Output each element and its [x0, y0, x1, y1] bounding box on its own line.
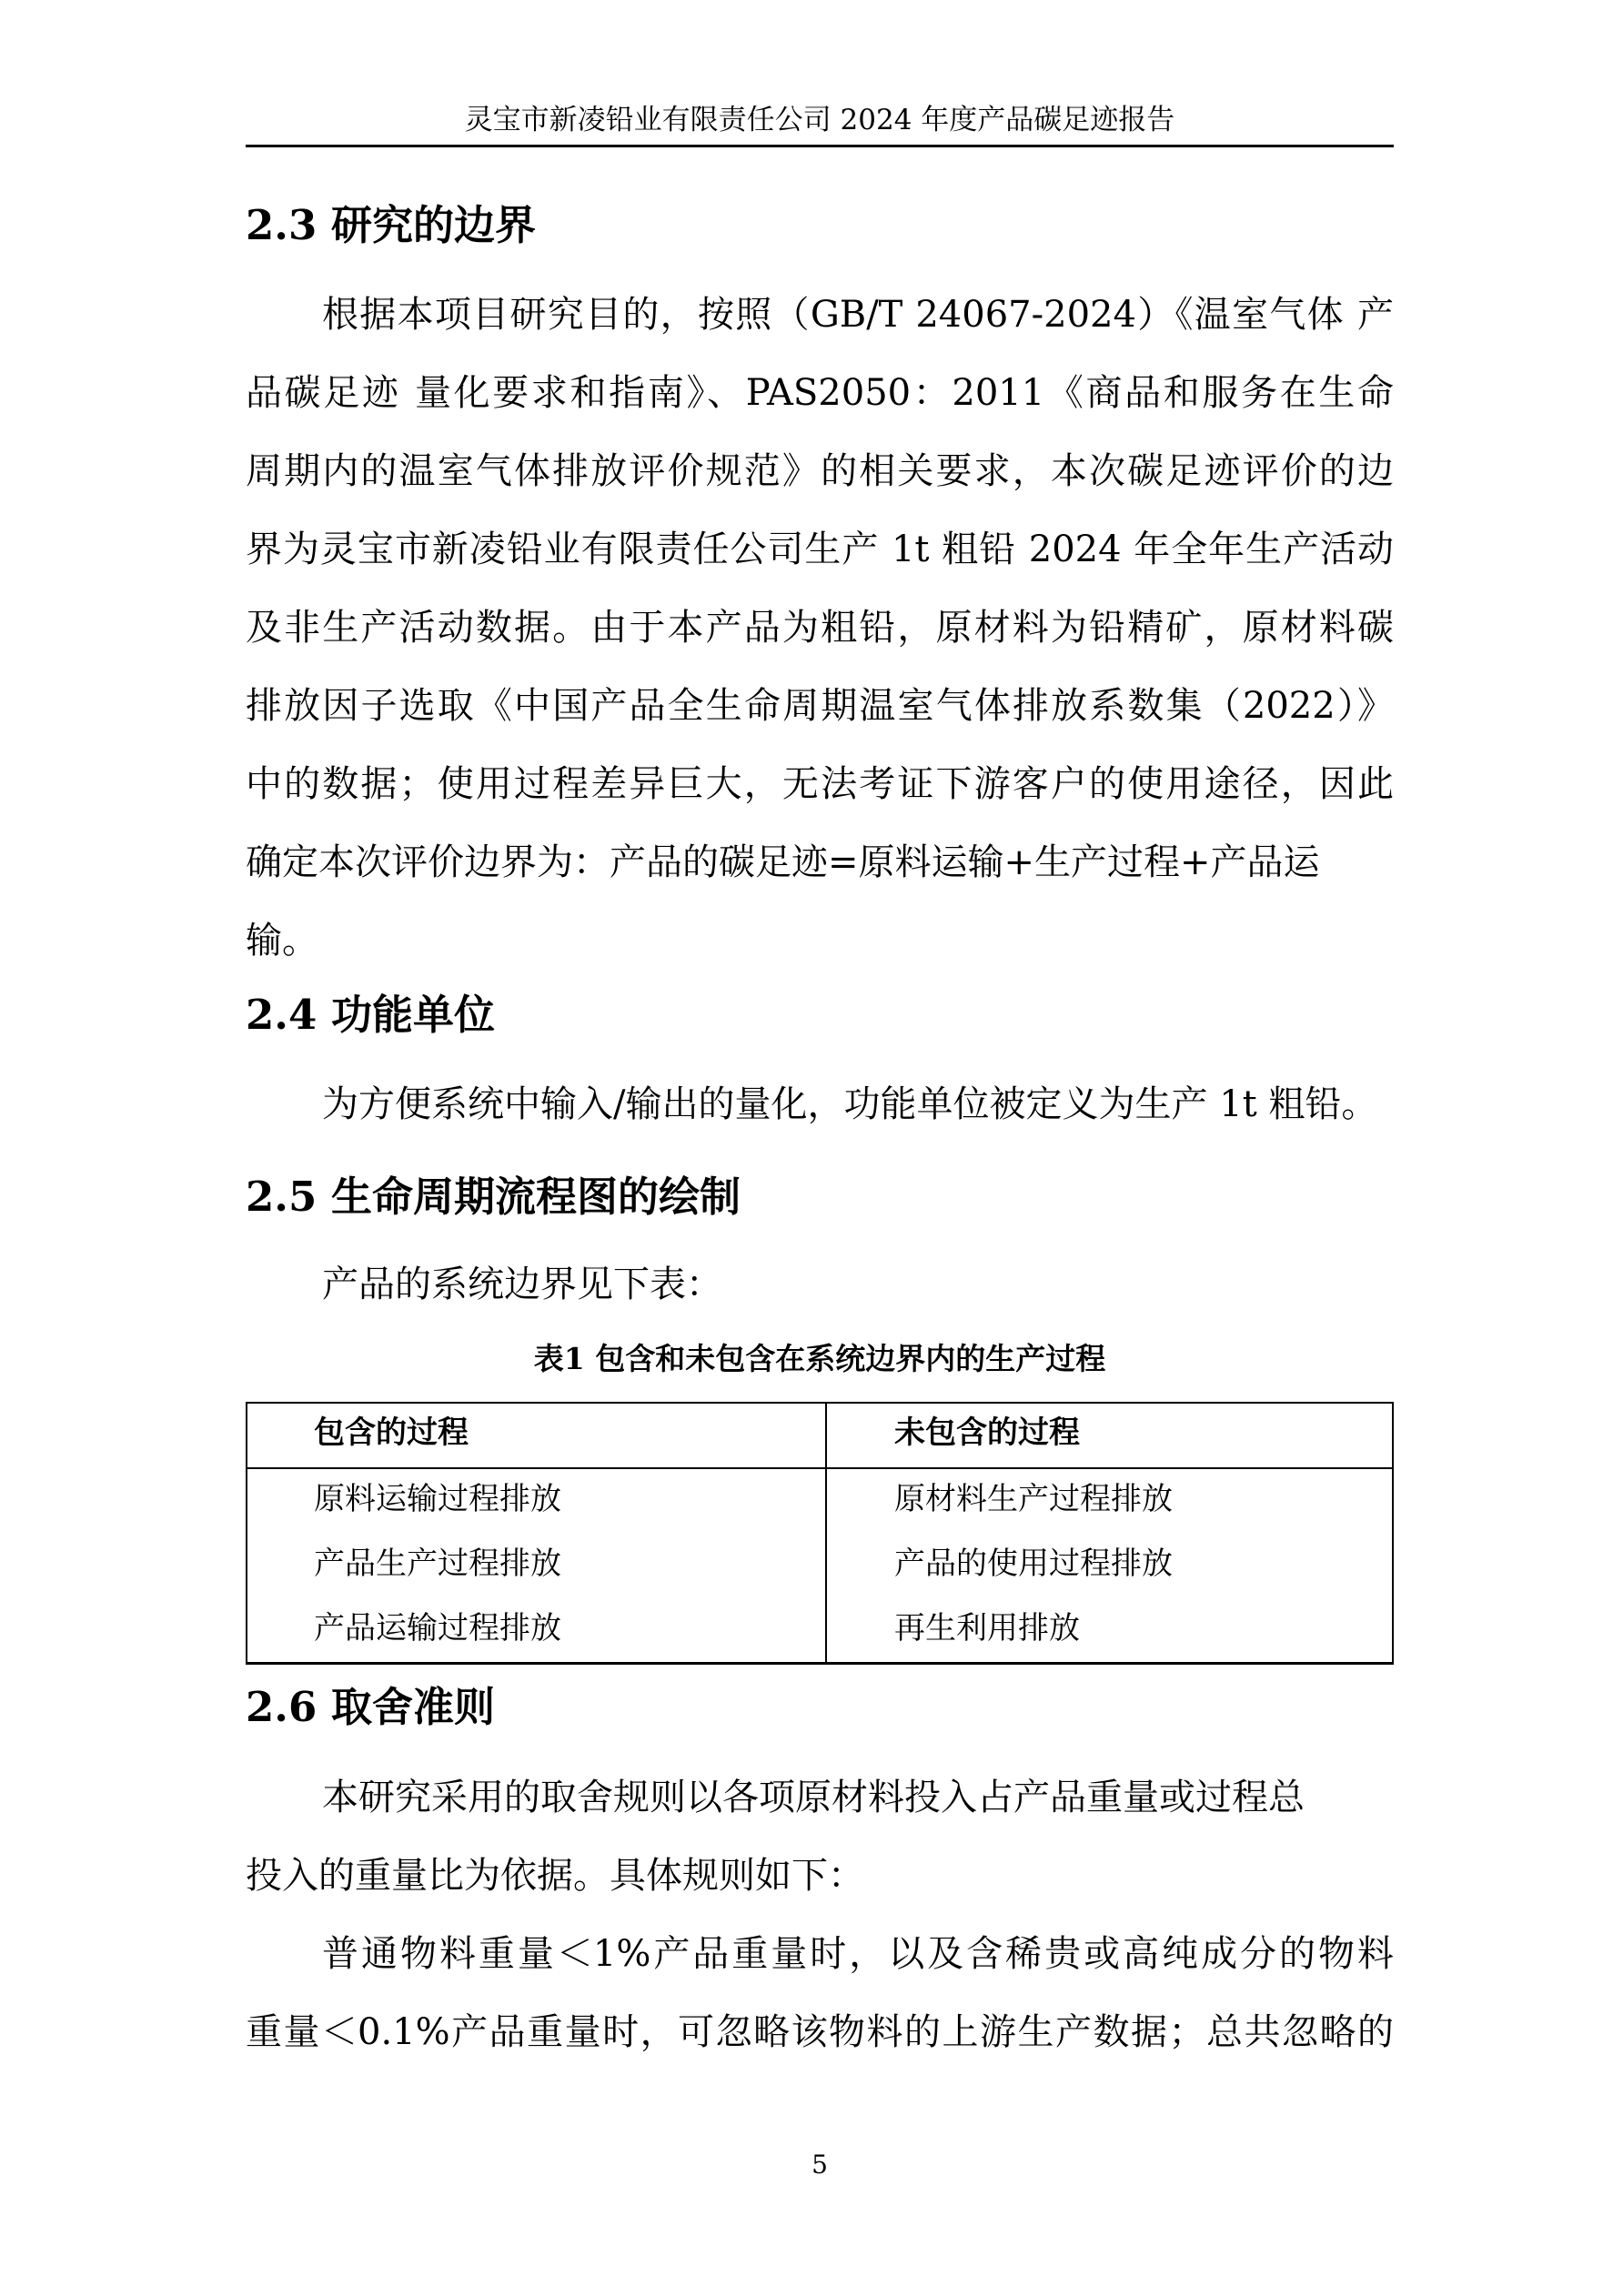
table-cell: 产品运输过程排放	[314, 1610, 561, 1646]
table-caption: 表1 包含和未包含在系统边界内的生产过程	[533, 1341, 1106, 1376]
table-header-divider	[246, 1467, 1394, 1469]
section-heading-2-6: 2.6 取舍准则	[246, 1683, 495, 1731]
paragraph-line: 品碳足迹 量化要求和指南》、PAS2050：2011《商品和服务在生命	[246, 372, 1394, 414]
table-cell: 产品的使用过程排放	[894, 1546, 1173, 1582]
table-cell: 产品生产过程排放	[314, 1546, 561, 1582]
table-border-right	[1392, 1402, 1394, 1665]
table-border-left	[246, 1402, 247, 1665]
paragraph-line: 界为灵宝市新凌铅业有限责任公司生产 1t 粗铅 2024 年全年生产活动	[246, 529, 1394, 570]
table-cell: 再生利用排放	[894, 1610, 1080, 1646]
paragraph-line: 本研究采用的取舍规则以各项原材料投入占产品重量或过程总	[322, 1777, 1305, 1818]
table-border-top	[246, 1402, 1394, 1404]
header-rule	[246, 145, 1394, 147]
paragraph-line: 投入的重量比为依据。具体规则如下：	[246, 1855, 864, 1897]
table-column-divider	[825, 1402, 827, 1665]
paragraph-line: 产品的系统边界见下表：	[322, 1264, 722, 1305]
running-header: 灵宝市新凌铅业有限责任公司 2024 年度产品碳足迹报告	[464, 104, 1175, 136]
table-cell: 原材料生产过程排放	[894, 1481, 1173, 1517]
paragraph-line: 为方便系统中输入/输出的量化，功能单位被定义为生产 1t 粗铅。	[322, 1083, 1378, 1125]
paragraph-line: 根据本项目研究目的，按照（GB/T 24067-2024）《温室气体 产	[322, 294, 1394, 336]
table-header-excluded: 未包含的过程	[894, 1415, 1080, 1451]
paragraph-line: 及非生产活动数据。由于本产品为粗铅，原材料为铅精矿，原材料碳	[246, 607, 1394, 649]
section-heading-2-5: 2.5 生命周期流程图的绘制	[246, 1173, 741, 1221]
paragraph-line: 排放因子选取《中国产品全生命周期温室气体排放系数集（2022）》	[246, 685, 1394, 727]
paragraph-line: 重量＜0.1%产品重量时，可忽略该物料的上游生产数据；总共忽略的	[246, 2011, 1394, 2053]
section-heading-2-4: 2.4 功能单位	[246, 991, 495, 1039]
section-heading-2-3: 2.3 研究的边界	[246, 201, 536, 249]
paragraph-line: 中的数据；使用过程差异巨大，无法考证下游客户的使用途径，因此	[246, 763, 1394, 805]
paragraph-line: 确定本次评价边界为：产品的碳足迹=原料运输+生产过程+产品运	[246, 841, 1320, 883]
paragraph-line: 周期内的温室气体排放评价规范》的相关要求，本次碳足迹评价的边	[246, 450, 1394, 492]
paragraph-line: 普通物料重量＜1%产品重量时，以及含稀贵或高纯成分的物料	[322, 1933, 1394, 1975]
table-cell: 原料运输过程排放	[314, 1481, 561, 1517]
table-border-bottom	[246, 1662, 1394, 1665]
page-number: 5	[812, 2150, 828, 2180]
table-header-included: 包含的过程	[314, 1415, 469, 1451]
paragraph-line: 输。	[246, 920, 318, 962]
